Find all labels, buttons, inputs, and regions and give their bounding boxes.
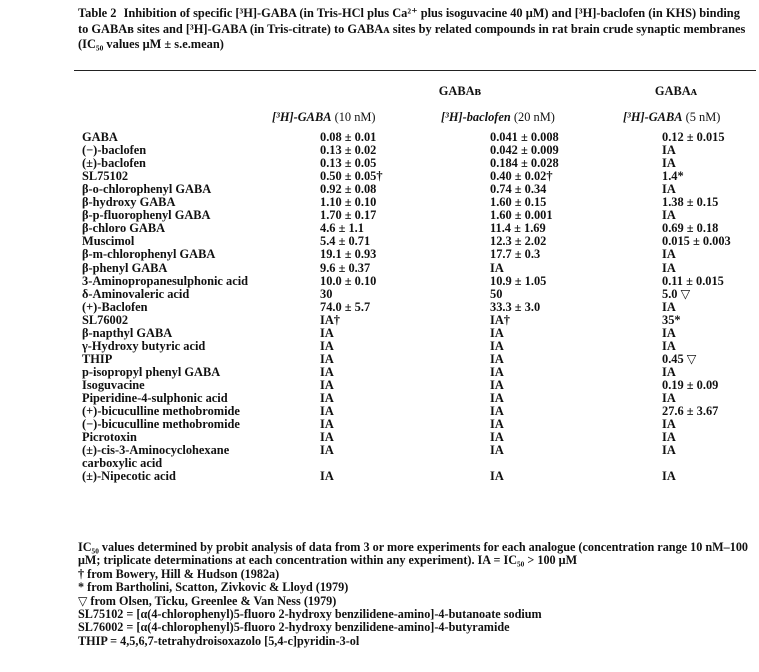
footnote-star: * from Bartholini, Scatton, Zivkovic & Lloyd (1979) (78, 580, 349, 595)
gaba-a-gaba-value: 0.45 ▽ (662, 351, 697, 366)
gaba-a-gaba-value: IA (662, 430, 676, 445)
gaba-a-gaba-value: 0.015 ± 0.003 (662, 234, 731, 249)
column-header-1 (272, 110, 376, 125)
footnote-method: IC₅₀ values determined by probit analysis of data from 3 or more experiments for each analogue (concentration range 10 nM–100 μM; triplicate determinations at each concentration within any experiment). IA = IC₅₀ > 100 μM (78, 540, 749, 568)
gaba-a-gaba-value: IA (662, 182, 676, 197)
gaba-b-gaba-value: 0.50 ± 0.05† (320, 169, 383, 184)
footnote-thip: THIP = 4,5,6,7-tetrahydroisoxazolo [5,4-c]pyridin-3-ol (78, 633, 360, 648)
gaba-b-baclofen-value: 0.40 ± 0.02† (490, 169, 553, 184)
compound-name: β-m-chlorophenyl GABA (82, 247, 216, 262)
compound-name: GABA (82, 130, 118, 144)
gaba-b-gaba-value: 19.1 ± 0.93 (320, 247, 377, 262)
table-row (0, 418, 759, 431)
gaba-a-gaba-value: 0.11 ± 0.015 (662, 273, 724, 288)
gaba-b-gaba-value: 0.13 ± 0.02 (320, 143, 377, 158)
gaba-b-gaba-value: IA (320, 364, 334, 379)
gaba-a-gaba-value: IA (662, 299, 676, 314)
table-row (0, 131, 759, 144)
gaba-b-baclofen-value: IA (490, 378, 504, 392)
gaba-b-baclofen-value: 10.9 ± 1.05 (490, 273, 547, 288)
table-row (0, 209, 759, 222)
gaba-a-gaba-value: 1.38 ± 0.15 (662, 195, 719, 210)
gaba-b-gaba-value: 4.6 ± 1.1 (320, 221, 364, 236)
gaba-b-gaba-value: IA (320, 404, 334, 419)
table-label: Table 2 (78, 6, 117, 20)
gaba-a-gaba-value: 0.69 ± 0.18 (662, 221, 719, 236)
group-header-gaba-a: GABAᴀ (654, 84, 698, 98)
column-header-2 (441, 110, 555, 125)
gaba-b-baclofen-value: 0.74 ± 0.34 (490, 182, 547, 197)
gaba-b-baclofen-value: IA (490, 325, 504, 340)
gaba-b-baclofen-value: IA (490, 364, 504, 379)
compound-name: (±)-baclofen (82, 156, 146, 171)
table-row (0, 314, 759, 327)
compound-name: SL75102 (82, 169, 129, 184)
gaba-a-gaba-value: 35* (662, 312, 681, 327)
gaba-b-gaba-value: 1.70 ± 0.17 (320, 208, 377, 223)
gaba-b-baclofen-value: IA (490, 404, 504, 419)
table-caption (78, 6, 748, 53)
compound-name: β-hydroxy GABA (82, 195, 176, 210)
table-row (0, 248, 759, 261)
gaba-b-gaba-value: 0.92 ± 0.08 (320, 182, 377, 197)
gaba-a-gaba-value: 1.4* (662, 169, 684, 184)
footnote-triangle: ▽ from Olsen, Ticku, Greenlee & Van Ness (1979) (78, 593, 337, 608)
gaba-b-gaba-value: 5.4 ± 0.71 (320, 234, 371, 249)
compound-name: γ-Hydroxy butyric acid (82, 338, 206, 353)
column-header-3-conc: (5 nM) (685, 110, 721, 124)
gaba-b-gaba-value: 1.10 ± 0.10 (320, 195, 377, 210)
gaba-b-gaba-value: IA (320, 469, 334, 484)
footnote-sl76002: SL76002 = [α(4-chlorophenyl)5-fluoro 2-hydroxy benzilidene-amino]-4-butyramide (78, 620, 510, 635)
compound-name: (±)-Nipecotic acid (82, 469, 176, 484)
gaba-a-gaba-value: IA (662, 247, 676, 262)
gaba-b-gaba-value: IA (320, 325, 334, 340)
compound-name: (±)-cis-3-Aminocyclohexane (82, 443, 230, 458)
gaba-b-baclofen-value: 33.3 ± 3.0 (490, 299, 541, 314)
compound-name: (−)-bicuculline methobromide (82, 417, 240, 432)
gaba-a-gaba-value: IA (662, 325, 676, 340)
gaba-b-gaba-value: IA (320, 391, 334, 405)
gaba-b-baclofen-value: IA (490, 391, 504, 405)
gaba-b-baclofen-value: 12.3 ± 2.02 (490, 234, 547, 249)
column-header-1-ligand: [³H]-GABA (272, 110, 332, 124)
table-top-rule (74, 70, 756, 71)
compound-name: Piperidine-4-sulphonic acid (82, 391, 228, 405)
column-header-2-conc: (20 nM) (513, 110, 555, 124)
table-row (0, 301, 759, 314)
compound-name: carboxylic acid (82, 456, 163, 471)
compound-name: (+)-bicuculline methobromide (82, 404, 240, 419)
gaba-b-baclofen-value: 0.041 ± 0.008 (490, 130, 559, 144)
gaba-b-baclofen-value: IA (490, 430, 504, 445)
gaba-b-baclofen-value: IA (490, 338, 504, 353)
gaba-a-gaba-value: 0.19 ± 0.09 (662, 378, 719, 392)
gaba-a-gaba-value: IA (662, 417, 676, 432)
gaba-b-baclofen-value: 11.4 ± 1.69 (490, 221, 546, 236)
gaba-b-gaba-value: IA (320, 430, 334, 445)
table-row (0, 353, 759, 366)
gaba-b-gaba-value: IA (320, 351, 334, 366)
gaba-b-gaba-value: 10.0 ± 0.10 (320, 273, 377, 288)
compound-name: Picrotoxin (82, 430, 137, 445)
footnote-dagger: † from Bowery, Hill & Hudson (1982a) (78, 566, 280, 581)
gaba-a-gaba-value: IA (662, 156, 676, 171)
gaba-b-baclofen-value: IA (490, 351, 504, 366)
gaba-b-baclofen-value: 50 (490, 286, 503, 301)
gaba-a-gaba-value: 5.0 ▽ (662, 286, 691, 301)
gaba-a-gaba-value: IA (662, 391, 676, 405)
gaba-a-gaba-value: IA (662, 338, 676, 353)
compound-name: β-o-chlorophenyl GABA (82, 182, 212, 197)
compound-name: THIP (82, 351, 113, 366)
table-row (0, 470, 759, 483)
gaba-a-gaba-value: IA (662, 260, 676, 275)
table-row (0, 275, 759, 288)
table-row (0, 444, 759, 457)
gaba-b-gaba-value: IA (320, 338, 334, 353)
gaba-b-gaba-value: 30 (320, 286, 333, 301)
gaba-b-baclofen-value: IA (490, 260, 504, 275)
gaba-b-baclofen-value: 1.60 ± 0.001 (490, 208, 553, 223)
compound-name: (−)-baclofen (82, 143, 147, 158)
compound-name: p-isopropyl phenyl GABA (82, 364, 221, 379)
table-row (0, 340, 759, 353)
table-row (0, 262, 759, 275)
gaba-a-gaba-value: IA (662, 143, 676, 158)
gaba-b-gaba-value: IA (320, 378, 334, 392)
gaba-b-gaba-value: 9.6 ± 0.37 (320, 260, 371, 275)
compound-name: Isoguvacine (82, 378, 145, 392)
gaba-b-baclofen-value: IA† (490, 312, 510, 327)
table-row (0, 327, 759, 340)
compound-name: δ-Aminovaleric acid (82, 286, 190, 301)
gaba-a-gaba-value: 27.6 ± 3.67 (662, 404, 719, 419)
gaba-b-gaba-value: 0.08 ± 0.01 (320, 130, 377, 144)
gaba-b-gaba-value: 74.0 ± 5.7 (320, 299, 371, 314)
compound-name: β-chloro GABA (82, 221, 166, 236)
table-row (0, 183, 759, 196)
column-header-3 (623, 110, 720, 125)
gaba-a-gaba-value: IA (662, 469, 676, 484)
table-caption-text: Inhibition of specific [³H]-GABA (in Tris-HCl plus Ca²⁺ plus isoguvacine 40 μM) and [³H]-baclofen (in KHS) binding to GABAв sites and [³H]-GABA (in Tris-citrate) to GABAᴀ sites by related compounds in rat brain crude synaptic membranes (IC₅₀ values μM ± s.e.mean) (78, 6, 746, 51)
table-row (0, 366, 759, 379)
gaba-b-baclofen-value: IA (490, 417, 504, 432)
gaba-a-gaba-value: IA (662, 443, 676, 458)
compound-name: SL76002 (82, 312, 129, 327)
gaba-b-gaba-value: IA† (320, 312, 340, 327)
table-row (0, 157, 759, 170)
table-row (0, 392, 759, 405)
table-footnotes (78, 541, 754, 648)
compound-name: β-phenyl GABA (82, 260, 168, 275)
gaba-a-gaba-value: IA (662, 364, 676, 379)
gaba-b-baclofen-value: 0.184 ± 0.028 (490, 156, 559, 171)
gaba-a-gaba-value: 0.12 ± 0.015 (662, 130, 725, 144)
group-header-gaba-b: GABAв (438, 84, 482, 98)
footnote-sl75102: SL75102 = [α(4-chlorophenyl)5-fluoro 2-hydroxy benzilidene-amino]-4-butanoate sodium (78, 607, 542, 622)
gaba-a-gaba-value: IA (662, 208, 676, 223)
column-header-3-ligand: [³H]-GABA (623, 110, 683, 124)
gaba-b-baclofen-value: 0.042 ± 0.009 (490, 143, 559, 158)
gaba-b-baclofen-value: IA (490, 469, 504, 484)
gaba-b-baclofen-value: 1.60 ± 0.15 (490, 195, 547, 210)
compound-name: 3-Aminopropanesulphonic acid (82, 273, 249, 288)
compound-name: Muscimol (82, 234, 135, 249)
gaba-b-baclofen-value: 17.7 ± 0.3 (490, 247, 541, 262)
gaba-b-gaba-value: IA (320, 443, 334, 458)
table-row (0, 288, 759, 301)
gaba-b-baclofen-value: IA (490, 443, 504, 458)
gaba-b-gaba-value: IA (320, 417, 334, 432)
gaba-b-gaba-value: 0.13 ± 0.05 (320, 156, 377, 171)
compound-name: β-p-fluorophenyl GABA (82, 208, 211, 223)
compound-name: β-napthyl GABA (82, 325, 173, 340)
column-header-2-ligand: [³H]-baclofen (441, 110, 511, 124)
compound-name: (+)-Baclofen (82, 299, 148, 314)
column-header-1-conc: (10 nM) (334, 110, 376, 124)
